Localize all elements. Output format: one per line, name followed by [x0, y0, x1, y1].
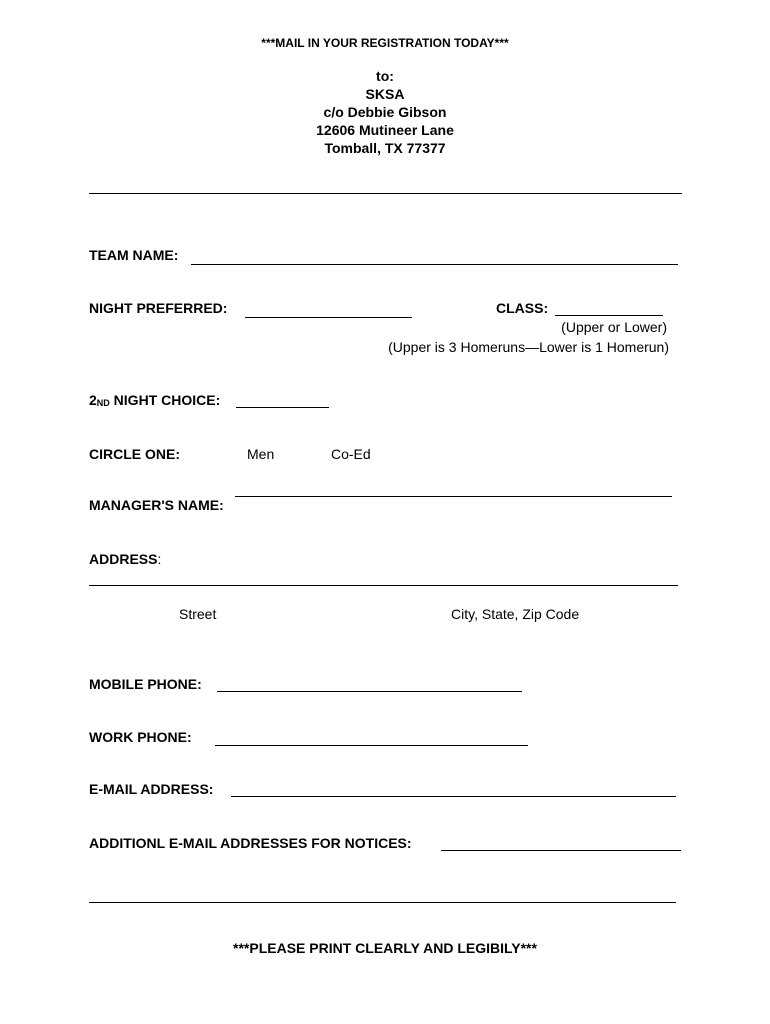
second-night-number: 2 — [89, 392, 97, 408]
address-label-text: ADDRESS — [89, 551, 158, 567]
second-night-ordinal: ND — [96, 398, 110, 408]
night-preferred-label: NIGHT PREFERRED: — [89, 300, 228, 316]
team-name-field[interactable] — [191, 264, 678, 265]
circle-one-label: CIRCLE ONE: — [89, 446, 180, 462]
mobile-phone-field[interactable] — [217, 691, 522, 692]
address-field[interactable] — [89, 585, 678, 586]
address-line-org: SKSA — [365, 86, 405, 102]
street-caption: Street — [179, 606, 217, 622]
second-night-field[interactable] — [236, 407, 329, 408]
second-night-text: NIGHT CHOICE: — [109, 392, 221, 408]
class-field[interactable] — [555, 315, 663, 316]
work-phone-field[interactable] — [215, 745, 528, 746]
managers-name-label: MANAGER'S NAME: — [89, 497, 224, 513]
mobile-phone-label: MOBILE PHONE: — [89, 676, 202, 692]
class-label: CLASS: — [496, 300, 549, 316]
address-line-to: to: — [376, 68, 394, 84]
additional-emails-field[interactable] — [441, 850, 681, 851]
email-label: E-MAIL ADDRESS: — [89, 781, 214, 797]
work-phone-label: WORK PHONE: — [89, 729, 192, 745]
email-field[interactable] — [231, 796, 676, 797]
team-name-label: TEAM NAME: — [89, 247, 179, 263]
address-line-attn: c/o Debbie Gibson — [323, 104, 447, 120]
print-clearly-notice: ***PLEASE PRINT CLEARLY AND LEGIBILY*** — [233, 940, 537, 956]
additional-emails-label: ADDITIONL E-MAIL ADDRESSES FOR NOTICES: — [89, 835, 412, 851]
class-note-homeruns: (Upper is 3 Homeruns—Lower is 1 Homerun) — [388, 339, 669, 355]
option-men[interactable]: Men — [247, 446, 275, 462]
header-divider — [89, 193, 682, 194]
additional-emails-field-2[interactable] — [89, 902, 676, 903]
address-line-street: 12606 Mutineer Lane — [316, 122, 454, 138]
address-label — [89, 551, 161, 567]
mailing-address — [0, 67, 770, 157]
address-line-city: Tomball, TX 77377 — [324, 140, 446, 156]
option-coed[interactable]: Co-Ed — [331, 446, 371, 462]
mail-in-notice: ***MAIL IN YOUR REGISTRATION TODAY*** — [261, 36, 509, 50]
night-preferred-field[interactable] — [245, 317, 412, 318]
city-state-zip-caption: City, State, Zip Code — [451, 606, 580, 622]
address-label-colon: : — [157, 551, 162, 567]
managers-name-field[interactable] — [235, 496, 672, 497]
class-note-options: (Upper or Lower) — [561, 319, 667, 335]
second-night-label — [89, 392, 220, 408]
